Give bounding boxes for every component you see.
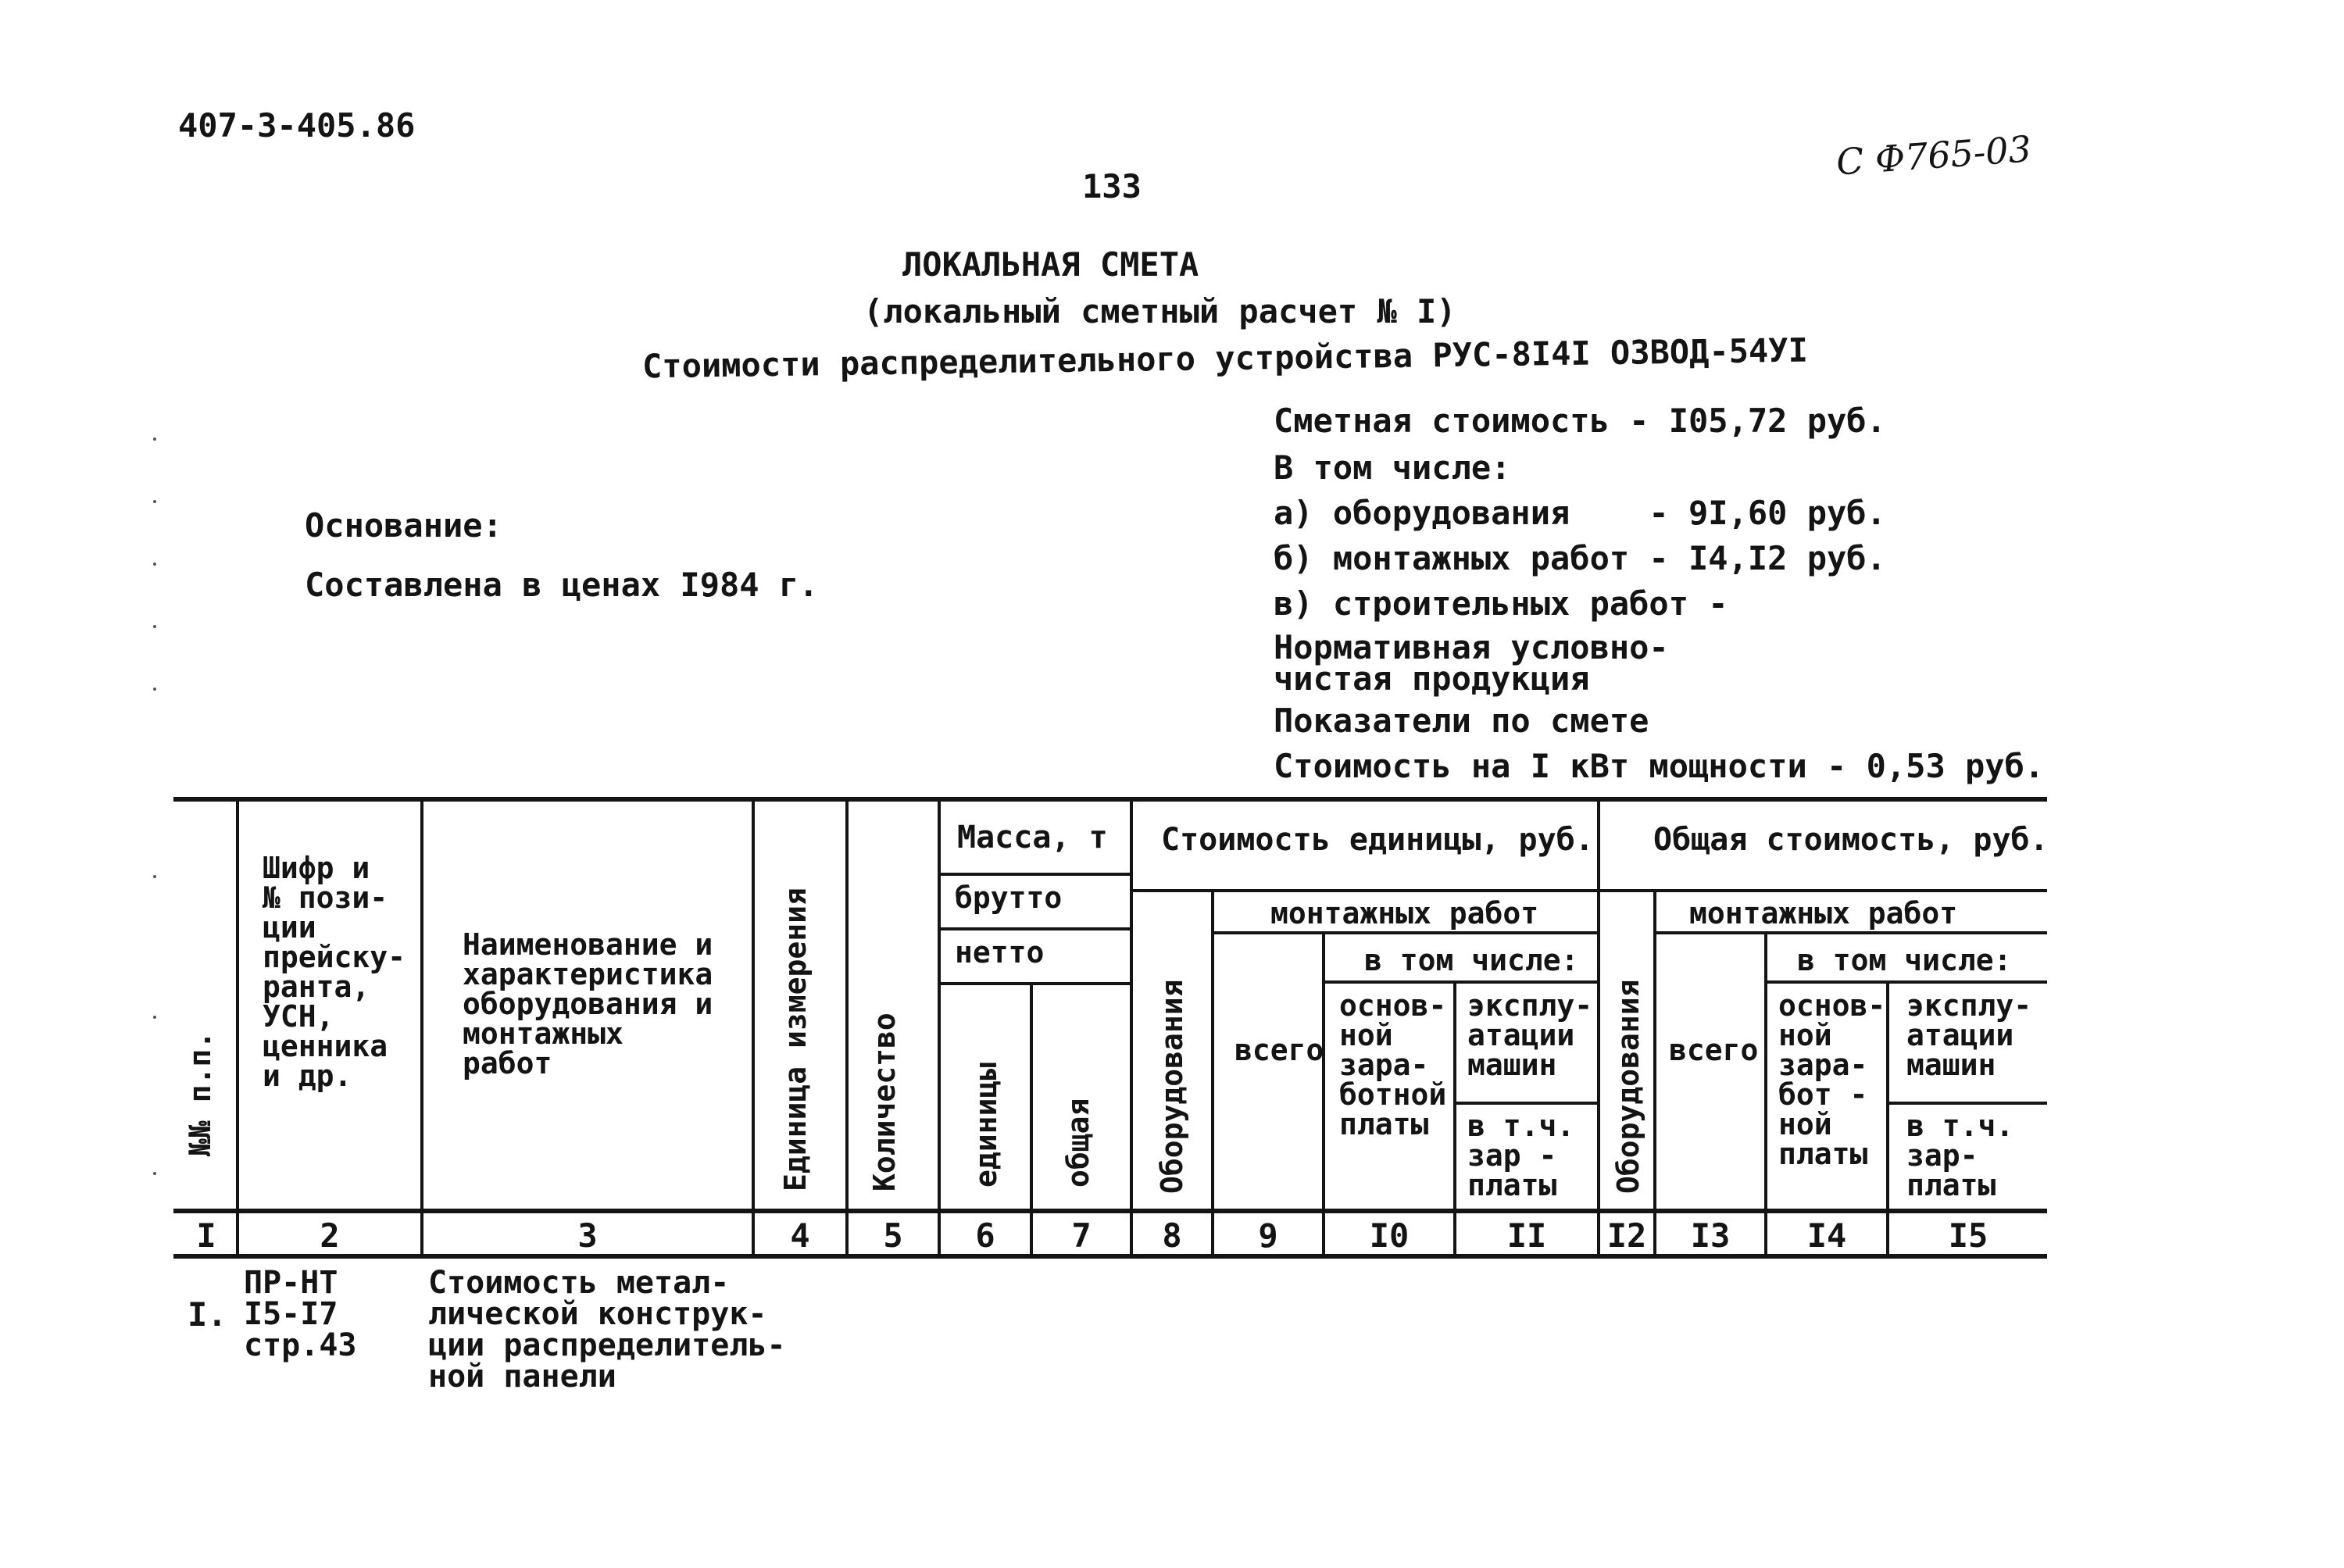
- header-total-cost: Общая стоимость, руб.: [1653, 822, 2049, 858]
- colnum-12: I2: [1606, 1216, 1647, 1255]
- header-including-2: в том числе:: [1797, 943, 2012, 977]
- table-top-border: [173, 797, 2047, 802]
- scan-speck: [153, 500, 156, 503]
- header-per-unit: единицы: [969, 1062, 1003, 1188]
- header-install-works-1: монтажных работ: [1270, 896, 1539, 930]
- page-number: 133: [1082, 167, 1142, 205]
- col-line-11: [1597, 799, 1600, 1256]
- scan-speck: [153, 563, 156, 566]
- colnum-3: 3: [577, 1216, 598, 1255]
- scan-speck: [153, 875, 156, 878]
- summary-installation: б) монтажных работ - I4,I2 руб.: [1274, 539, 1886, 577]
- line-mass: [939, 873, 1131, 876]
- summary-normative-line2: чистая продукция: [1274, 659, 1590, 698]
- document-subtitle: (локальный сметный расчет № I): [863, 292, 1456, 330]
- header-equipment-1: Оборудования: [1155, 979, 1189, 1194]
- line-incl-2: [1766, 980, 2047, 984]
- summary-including: В том числе:: [1274, 448, 1511, 487]
- header-base-wage-2: основ- ной зара- бот - ной платы: [1778, 988, 1886, 1171]
- col-line-6: [1030, 982, 1033, 1256]
- header-machines-2: эксплу- атации машин: [1906, 988, 2032, 1082]
- col-line-12: [1653, 889, 1656, 1256]
- header-name: Наименование и характеристика оборудования и монтажных работ: [463, 927, 713, 1080]
- colnum-15: I5: [1948, 1216, 1988, 1255]
- header-all-2: всего: [1669, 1033, 1759, 1067]
- line-install-1: [1213, 931, 1599, 934]
- header-num: №№ п.п.: [183, 1030, 217, 1156]
- row-1-code: ПР-НТ I5-I7 стр.43: [244, 1265, 357, 1363]
- col-line-13: [1764, 931, 1767, 1256]
- basis-label: Основание:: [305, 506, 502, 545]
- summary-normative-line1: Нормативная условно-: [1274, 628, 1669, 666]
- col-line-9: [1322, 931, 1325, 1256]
- scan-speck: [153, 1172, 156, 1175]
- colnum-1: I: [196, 1216, 216, 1255]
- header-code: Шифр и № пози- ции прейску- ранта, УСН, ценника и др.: [263, 851, 406, 1093]
- summary-per-kw: Стоимость на I кВт мощности - 0,53 руб.: [1274, 747, 2045, 785]
- line-gross: [939, 927, 1131, 930]
- col-line-10: [1453, 980, 1456, 1256]
- line-cost-groups: [1131, 889, 2047, 892]
- header-total-mass: общая: [1061, 1098, 1095, 1188]
- colnum-6: 6: [975, 1216, 995, 1255]
- document-heading: Стоимости распределительного устройства РУС-8I4I О3ВОД-54УI: [641, 330, 1809, 386]
- colnum-11: II: [1506, 1216, 1547, 1255]
- row-1-name: Стоимость метал- лической конструк- ции распределитель- ной панели: [428, 1265, 786, 1395]
- header-gross: брутто: [955, 880, 1063, 915]
- row-1-num: I.: [188, 1295, 227, 1334]
- header-install-works-2: монтажных работ: [1689, 896, 1958, 930]
- header-unit: Единица измерения: [778, 888, 813, 1191]
- header-mass: Масса, т: [957, 820, 1108, 855]
- colnum-9: 9: [1258, 1216, 1278, 1255]
- document-title: ЛОКАЛЬНАЯ СМЕТА: [902, 245, 1199, 284]
- colnum-7: 7: [1071, 1216, 1092, 1255]
- header-net: нетто: [955, 935, 1045, 970]
- header-incl-wage-2: в т.ч. зар- платы: [1906, 1109, 2014, 1202]
- line-install-2: [1655, 931, 2047, 934]
- header-base-wage-1: основ- ной зара- ботной платы: [1339, 988, 1447, 1141]
- header-equipment-2: Оборудования: [1611, 979, 1645, 1194]
- basis-prices: Составлена в ценах I984 г.: [305, 566, 819, 604]
- col-line-5: [938, 799, 941, 1256]
- col-line-1: [236, 799, 239, 1256]
- header-qty: Количество: [867, 1013, 902, 1191]
- colnum-10: I0: [1369, 1216, 1410, 1255]
- summary-total: Сметная стоимость - I05,72 руб.: [1274, 402, 1886, 440]
- header-machines-1: эксплу- атации машин: [1467, 988, 1593, 1082]
- header-all-1: всего: [1235, 1033, 1324, 1067]
- scan-speck: [153, 1016, 156, 1019]
- colnum-8: 8: [1162, 1216, 1182, 1255]
- col-line-8: [1211, 889, 1214, 1256]
- col-line-14: [1886, 980, 1889, 1256]
- colnum-13: I3: [1690, 1216, 1731, 1255]
- document-number: 407-3-405.86: [178, 106, 416, 145]
- scan-speck: [153, 688, 156, 691]
- handwritten-stamp: С Ф765-03: [1835, 127, 2033, 184]
- summary-indicators: Показатели по смете: [1274, 702, 1649, 740]
- scan-speck: [153, 438, 156, 441]
- colnum-2: 2: [320, 1216, 340, 1255]
- scan-speck: [153, 625, 156, 628]
- colnum-4: 4: [790, 1216, 810, 1255]
- colnum-14: I4: [1806, 1216, 1847, 1255]
- col-line-3: [752, 799, 755, 1256]
- summary-construction: в) строительных работ -: [1274, 584, 1728, 623]
- header-unit-cost: Стоимость единицы, руб.: [1161, 822, 1594, 858]
- summary-equipment: а) оборудования - 9I,60 руб.: [1274, 494, 1886, 532]
- line-incl-1: [1324, 980, 1599, 984]
- line-machines-2: [1888, 1102, 2047, 1105]
- header-including-1: в том числе:: [1364, 943, 1579, 977]
- colnum-5: 5: [883, 1216, 903, 1255]
- line-net: [939, 982, 1131, 985]
- col-line-4: [845, 799, 849, 1256]
- header-incl-wage-1: в т.ч. зар - платы: [1467, 1109, 1575, 1202]
- line-machines-1: [1455, 1102, 1599, 1105]
- col-line-2: [420, 799, 423, 1256]
- col-line-7: [1130, 799, 1133, 1256]
